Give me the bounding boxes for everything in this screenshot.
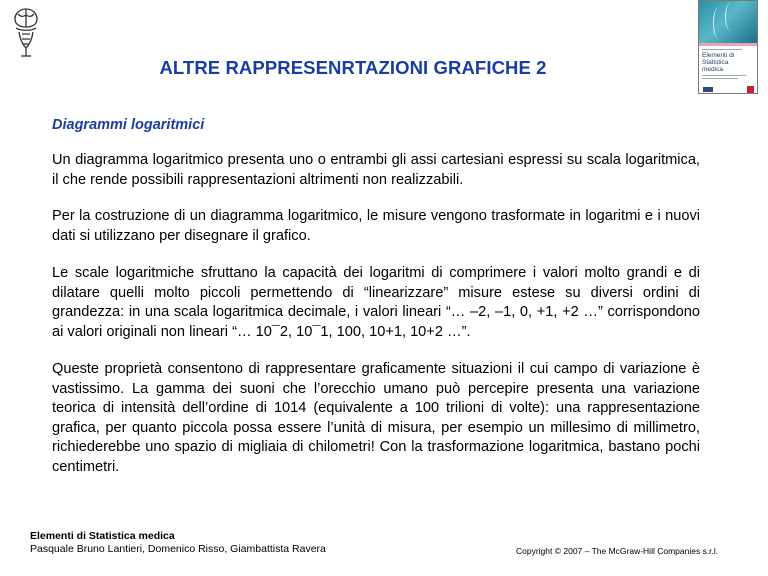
publisher-logo-icon [10,6,42,60]
cover-publisher-mark [703,87,713,92]
footer-credits [30,530,326,556]
cover-rule [702,78,738,79]
footer-copyright: Copyright © 2007 – The McGraw-Hill Companies s.r.l. [516,546,719,556]
cover-streak [713,7,724,39]
cover-mcgraw-hill-logo [747,86,754,93]
page-title: ALTRE RAPPRESENRTAZIONI GRAFICHE 2 [159,57,547,78]
paragraph-4: Queste proprietà consentono di rappresentare graficamente situazioni il cui campo di variazione è vastissimo. La gamma dei suoni che l’orecchio umano può percepire presenta una variazione teorica di intensità dell’ordine di 1014 (equivalente a 100 trilioni di volte): una rappresentazione grafica, per quanto piccola possa essere l’unità di misura, per esempio un millesimo di millimetro, richiederebbe uno spazio di migliaia di chilometri! Con la trasformazione logaritmica, bastano pochi centimetri. [52,361,700,475]
cover-band [699,43,757,46]
footer-authors: Pasquale Bruno Lantieri, Domenico Risso, Giambattista Ravera [30,543,326,555]
cover-title-line3: medica [702,66,723,73]
section-subtitle: Diagrammi logaritmici [52,117,205,133]
book-cover-thumbnail [698,0,758,94]
cover-art [699,1,757,43]
cover-rule [702,75,746,76]
cover-title-line1: Elementi di [702,52,735,59]
cover-rule [702,49,742,50]
paragraph-3: Le scale logaritmiche sfruttano la capacità dei logaritmi di comprimere i valori molto grandi e di dilatare quelli molto piccoli permettendo di “linearizzare” misure estese su diversi ordini di grandezza: in una scala logaritmica decimale, i valori lineari “… –2, –1, 0, +1, +2 …” corrispondono ai valori originali non lineari “… 10¯2, 10¯1, 100, 10+1, 10+2 …”. [52,265,700,340]
paragraph-2: Per la costruzione di un diagramma logaritmico, le misure vengono trasformate in logaritmi e i nuovi dati si utilizzano per disegnare il grafico. [52,208,700,244]
footer-book-title: Elementi di Statistica medica [30,530,175,542]
cover-streak [725,3,736,31]
paragraph-1: Un diagramma logaritmico presenta uno o entrambi gli assi cartesiani espressi su scala logaritmica, il che rende possibili rappresentazioni altrimenti non realizzabili. [52,152,700,188]
cover-title-line2: Statistica [702,59,729,66]
